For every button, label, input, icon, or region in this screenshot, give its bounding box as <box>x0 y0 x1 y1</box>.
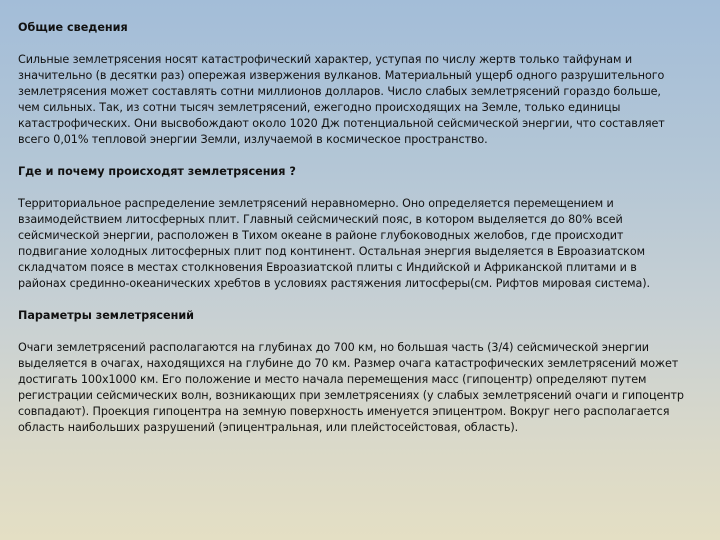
section-heading: Параметры землетрясений <box>18 309 195 322</box>
section-parameters <box>18 308 698 436</box>
section-paragraph: Территориальное распределение землетрясений неравномерно. Оно определяется перемещением и взаимодействием литосферных плит. Главный сейсмический пояс, в котором выделяется до 80% всей сейсмической энергии, расположен в Тихом океане в районе глубоководных желобов, где происходит подвигание холодных литосферных плит под континент. Остальная энергия выделяется в Евроазиатском складчатом поясе в местах столкновения Евроазиатской плиты с Индийской и Африканской плитами и в районах срединно-океанических хребтов в условиях растяжения литосферы(см. Рифтов мировая система). <box>18 197 650 290</box>
section-where-why <box>18 164 698 308</box>
document-page <box>18 20 698 436</box>
section-paragraph: Сильные землетрясения носят катастрофический характер, уступая по числу жертв только тайфунам и значительно (в десятки раз) опережая извержения вулканов. Материальный ущерб одного разрушительного землетрясения может составлять сотни миллионов долларов. Число слабых землетрясений гораздо больше, чем сильных. Так, из сотни тысяч землетрясений, ежегодно происходящих на Земле, только единицы катастрофических. Они высвобождают около 1020 Дж потенциальной сейсмической энергии, что составляет всего 0,01% тепловой энергии Земли, излучаемой в космическое пространство. <box>18 53 665 146</box>
section-general <box>18 20 698 164</box>
section-paragraph: Очаги землетрясений располагаются на глубинах до 700 км, но большая часть (3/4) сейсмической энергии выделяется в очагах, находящихся на глубине до 70 км. Размер очага катастрофических землетрясений может достигать 100х1000 км. Его положение и место начала перемещения масс (гипоцентр) определяют путем регистрации сейсмических волн, возникающих при землетрясениях (у слабых землетрясений очаги и гипоцентр совпадают). Проекция гипоцентра на земную поверхность именуется эпицентром. Вокруг него располагается область наибольших разрушений (эпицентральная, или плейстосейстовая, область). <box>18 341 684 434</box>
section-heading: Общие сведения <box>18 21 128 34</box>
section-heading: Где и почему происходят землетрясения ? <box>18 165 296 178</box>
